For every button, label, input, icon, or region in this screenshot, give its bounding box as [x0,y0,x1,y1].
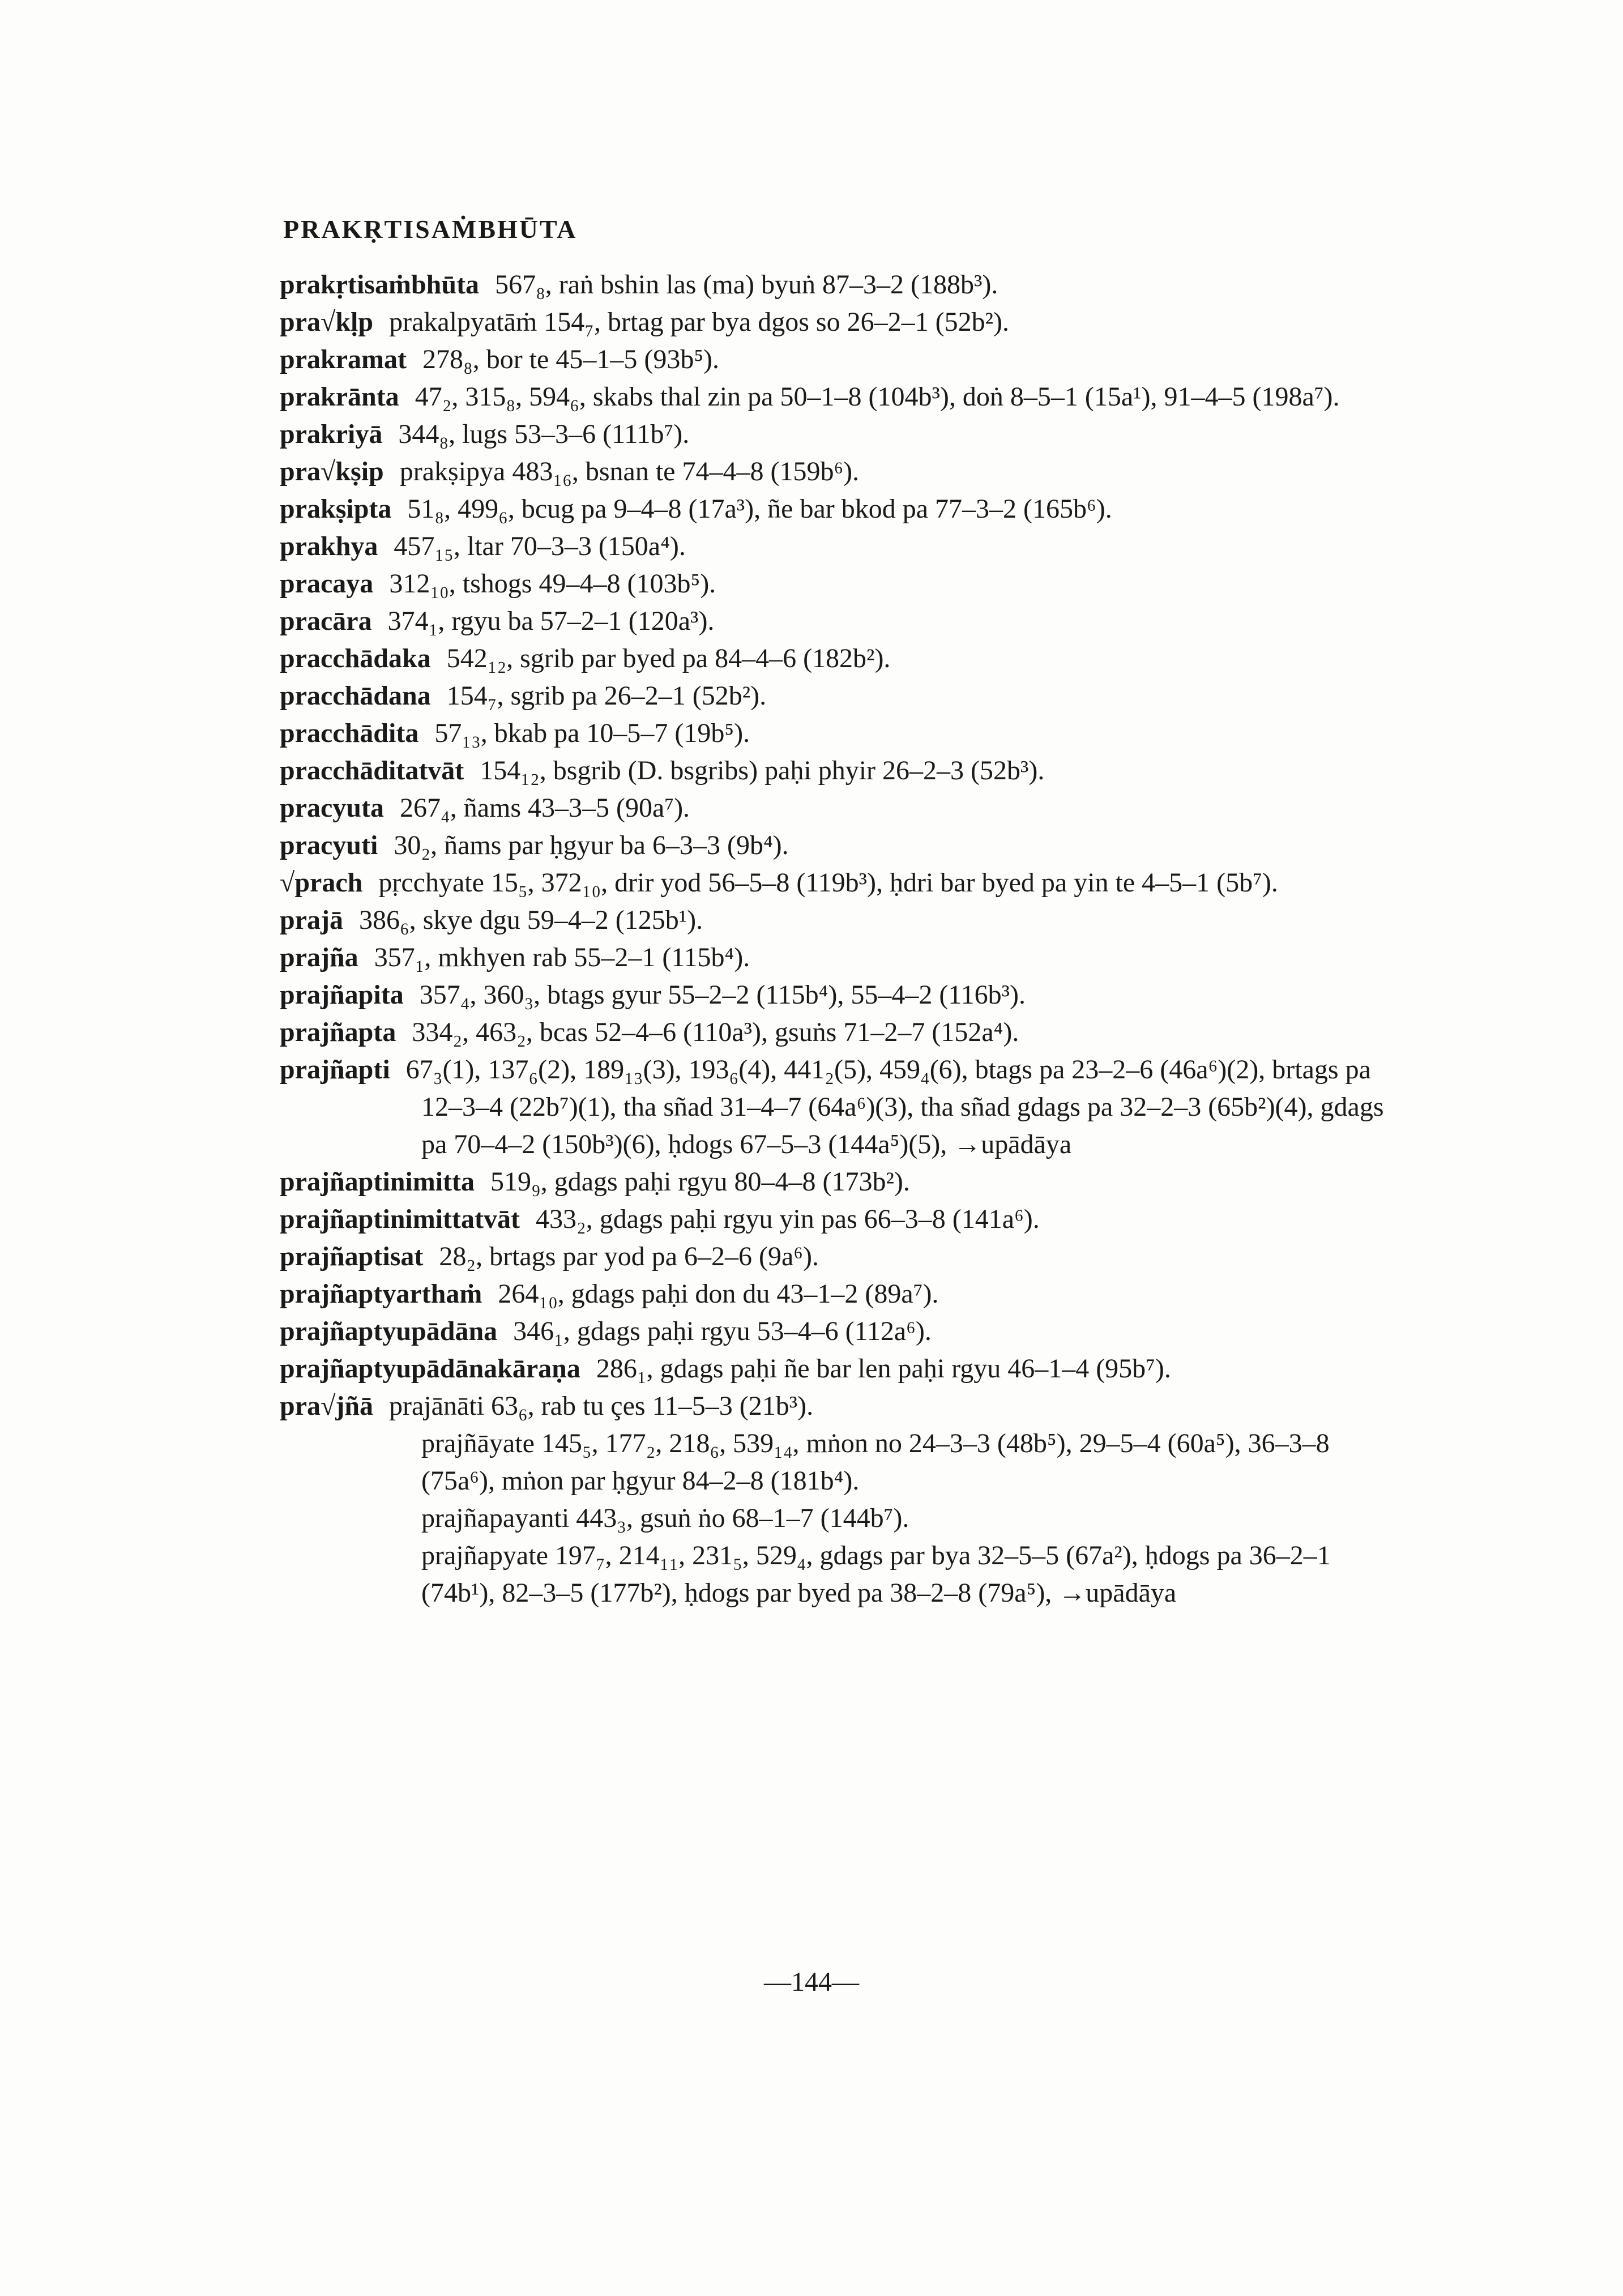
entry-definition: 457₁₅, ltar 70–3–3 (150a⁴). [394,531,686,561]
entry-definition: prakalpyatāṁ 154₇, brtag par bya dgos so 26–2–1 (52b²). [389,307,1009,337]
dictionary-entry [280,902,1390,939]
dictionary-entry [280,1201,1390,1238]
entry-definition: 267₄, ñams 43–3–5 (90a⁷). [399,793,690,823]
entry-definition: 433₂, gdags paḥi rgyu yin pas 66–3–8 (141a⁶). [535,1204,1040,1234]
entry-definition: 344₈, lugs 53–3–6 (111b⁷). [398,419,690,449]
entry-headword: prakriyā [280,419,383,449]
dictionary-entry [280,677,1390,715]
dictionary-entry [280,752,1390,789]
entry-definition: 357₄, 360₃, btags gyur 55–2–2 (115b⁴), 55–4–2 (116b³). [419,980,1026,1010]
entry-definition: 386₆, skye dgu 59–4–2 (125b¹). [358,905,703,935]
entry-headword: prajñaptisat [280,1241,424,1271]
dictionary-entry [280,490,1390,528]
entry-definition: 47₂, 315₈, 594₆, skabs thal zin pa 50–1–8 (104b³), doṅ 8–5–1 (15a¹), 91–4–5 (198a⁷). [415,382,1340,412]
dictionary-entry [280,976,1390,1014]
entry-headword: pracyuta [280,793,384,823]
entry-definition: 286₁, gdags paḥi ñe bar len paḥi rgyu 46–1–4 (95b⁷). [596,1354,1171,1384]
dictionary-entry [280,603,1390,640]
entry-headword: √prach [280,868,363,898]
dictionary-entry [280,266,1390,304]
entry-headword: prakramat [280,344,407,374]
entry-headword: prajā [280,905,343,935]
dictionary-entry [280,1163,1390,1201]
entry-definition: 567₈, raṅ bshin las (ma) byuṅ 87–3–2 (188b³). [495,270,998,300]
dictionary-entry [280,565,1390,603]
entry-definition: 312₁₀, tshogs 49–4–8 (103b⁵). [389,569,716,599]
page-header: PRAKṚTISAṀBHŪTA [283,215,578,244]
dictionary-entry [280,715,1390,752]
entry-headword: pracyuti [280,830,378,860]
entry-definition: prajānāti 63₆, rab tu çes 11–5–3 (21b³). [389,1391,814,1421]
dictionary-entry [280,341,1390,378]
entry-definition: 334₂, 463₂, bcas 52–4–6 (110a³), gsuṅs 71–2–7 (152a⁴). [412,1017,1019,1047]
entry-headword: prakṣipta [280,494,392,524]
dictionary-entry [280,1388,1390,1425]
dictionary-entry [280,304,1390,341]
page-number: —144— [764,1967,859,1997]
entry-definition: prakṣipya 483₁₆, bsnan te 74–4–8 (159b⁶). [399,456,860,486]
dictionary-subentry: prajñāyate 145₅, 177₂, 218₆, 539₁₄, mṅon no 24–3–3 (48b⁵), 29–5–4 (60a⁵), 36–3–8 (75a⁶), mṅon par ḥgyur 84–2–8 (181b⁴). [421,1428,1330,1496]
dictionary-entry [280,789,1390,827]
dictionary-entry [280,1014,1390,1051]
entry-headword: prajñaptyupādāna [280,1316,498,1346]
entry-headword: prajñaptinimitta [280,1167,475,1197]
entry-headword: pra√kḷp [280,307,374,337]
entry-definition: 374₁, rgyu ba 57–2–1 (120a³). [387,606,715,636]
dictionary-entry [280,1238,1390,1275]
entry-headword: pracāra [280,606,372,636]
dictionary-entry [280,939,1390,976]
entry-headword: pracchādaka [280,643,431,673]
entry-headword: prajñapti [280,1055,390,1085]
dictionary-entry [280,1051,1390,1163]
entry-definition: 278₈, bor te 45–1–5 (93b⁵). [422,344,720,374]
entry-definition: 51₈, 499₆, bcug pa 9–4–8 (17a³), ñe bar bkod pa 77–3–2 (165b⁶). [407,494,1112,524]
entry-headword: prajñapta [280,1017,396,1047]
entry-definition: 154₁₂, bsgrib (D. bsgribs) paḥi phyir 26–2–3 (52b³). [480,756,1045,786]
dictionary-entry [280,1313,1390,1350]
entry-headword: prajñapita [280,980,404,1010]
dictionary-subentry: prajñapayanti 443₃, gsuṅ ṅo 68–1–7 (144b⁷). [421,1503,909,1533]
entry-definition: 30₂, ñams par ḥgyur ba 6–3–3 (9b⁴). [394,830,789,860]
dictionary-subentry: prajñapyate 197₇, 214₁₁, 231₅, 529₄, gdags par bya 32–5–5 (67a²), ḥdogs pa 36–2–1 (74b¹), 82–3–5 (177b²), ḥdogs par byed pa 38–2–8 (79a⁵), →upādāya [421,1540,1331,1608]
entry-headword: pracchādana [280,681,431,711]
entry-headword: prakṛtisaṁbhūta [280,270,480,300]
entry-definition: 542₁₂, sgrib par byed pa 84–4–6 (182b²). [446,643,891,673]
entry-headword: pra√jñā [280,1391,374,1421]
entry-headword: prajñaptinimittatvāt [280,1204,520,1234]
dictionary-entry [280,378,1390,416]
entry-definition: 357₁, mkhyen rab 55–2–1 (115b⁴). [374,942,750,972]
dictionary-entry [280,640,1390,677]
dictionary-entry [280,453,1390,490]
entry-definition: 519₉, gdags paḥi rgyu 80–4–8 (173b²). [490,1167,910,1197]
entry-definition: pṛcchyate 15₅, 372₁₀, drir yod 56–5–8 (119b³), ḥdri bar byed pa yin te 4–5–1 (5b⁷). [378,868,1278,898]
entry-definition: 154₇, sgrib pa 26–2–1 (52b²). [446,681,767,711]
dictionary-entry [280,827,1390,864]
dictionary-entry [280,1275,1390,1313]
entry-headword: prakhya [280,531,378,561]
dictionary-entry [280,1350,1390,1388]
entry-headword: prajñaptyupādānakāraṇa [280,1354,580,1384]
entry-headword: prajña [280,942,358,972]
dictionary-entries [280,266,1390,1612]
dictionary-entry [280,864,1390,902]
entry-definition: 346₁, gdags paḥi rgyu 53–4–6 (112a⁶). [513,1316,932,1346]
entry-definition: 264₁₀, gdags paḥi don du 43–1–2 (89a⁷). [498,1279,939,1309]
entry-headword: pracchāditatvāt [280,756,464,786]
dictionary-entry [280,416,1390,453]
dictionary-entry [280,528,1390,565]
entry-definition: 67₃(1), 137₆(2), 189₁₃(3), 193₆(4), 441₂(5), 459₄(6), btags pa 23–2–6 (46a⁶)(2), brtags pa 12–3–4 (22b⁷)(1), tha sñad 31–4–7 (64a⁶)(3), tha sñad gdags pa 32–2–3 (65b²)(4), gdags pa 70–4–2 (150b³)(6), ḥdogs 67–5–3 (144a⁵)(5), →upādāya [405,1055,1384,1159]
entry-headword: pracchādita [280,718,419,748]
entry-definition: 28₂, brtags par yod pa 6–2–6 (9a⁶). [439,1241,819,1271]
entry-headword: prajñaptyarthaṁ [280,1279,482,1309]
entry-headword: pracaya [280,569,374,599]
entry-definition: 57₁₃, bkab pa 10–5–7 (19b⁵). [434,718,750,748]
entry-headword: pra√kṣip [280,456,384,486]
entry-headword: prakrānta [280,382,399,412]
